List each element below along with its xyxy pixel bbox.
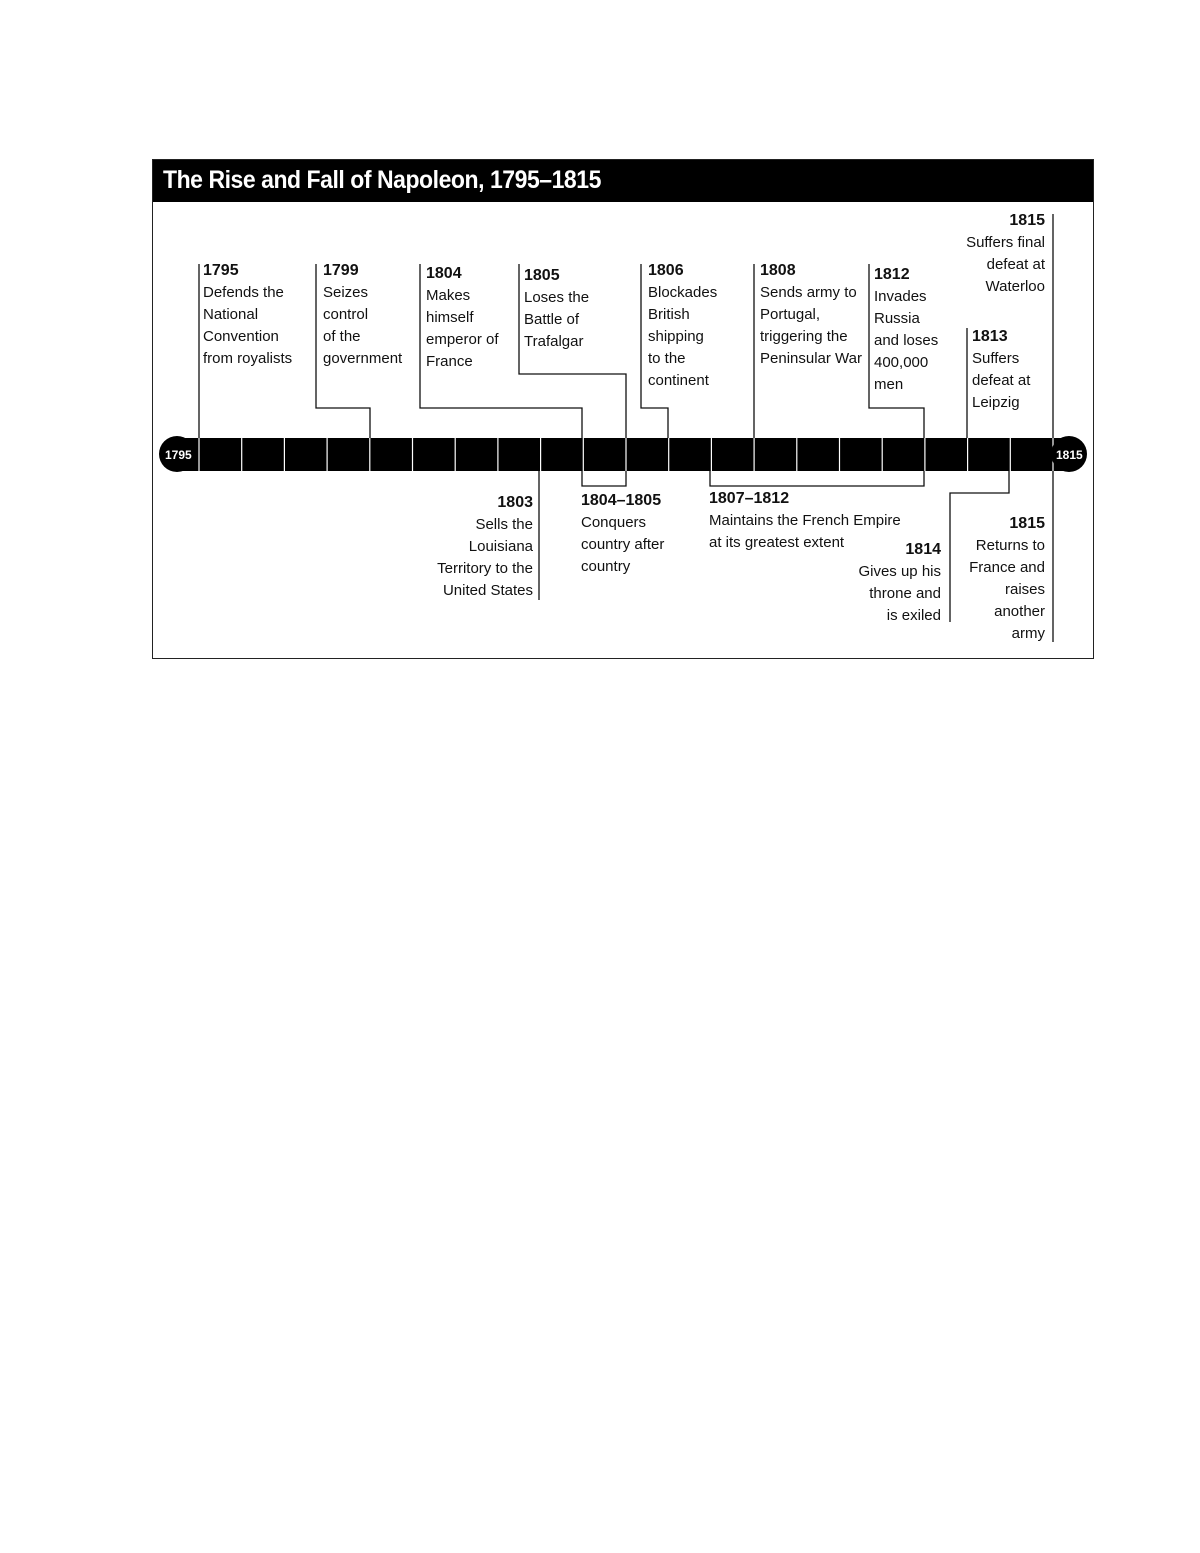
event-year: 1815 (1009, 212, 1045, 229)
event-1804 (426, 263, 499, 373)
event-1815-return (969, 513, 1045, 645)
event-text: Defends the National Convention from royalists (203, 284, 293, 367)
event-1813 (972, 326, 1030, 414)
event-text: Maintains the French Empire at its greatest extent (709, 512, 901, 551)
timeline-graphic (153, 160, 1095, 660)
event-1799 (323, 260, 402, 370)
event-1805 (524, 265, 589, 353)
event-year: 1815 (1009, 515, 1045, 532)
event-1815-waterloo (966, 210, 1045, 298)
event-year: 1808 (760, 262, 796, 279)
event-text: Blockades British shipping to the continent (648, 284, 718, 389)
event-1806 (648, 260, 717, 392)
event-year: 1803 (497, 494, 533, 511)
figure-title: The Rise and Fall of Napoleon, 1795–1815 (163, 166, 601, 194)
end-year-label: 1815 (1056, 448, 1083, 462)
event-year: 1807–1812 (709, 490, 790, 507)
start-year-label: 1795 (165, 448, 192, 462)
event-year: 1813 (972, 328, 1008, 345)
event-year: 1804–1805 (581, 492, 662, 509)
event-text: Conquers country after country (581, 514, 665, 575)
event-text: Suffers final defeat at Waterloo (966, 234, 1045, 295)
event-text: Suffers defeat at Leipzig (972, 350, 1031, 411)
event-year: 1812 (874, 266, 910, 283)
event-1814 (858, 539, 941, 627)
event-text: Invades Russia and loses 400,000 men (874, 288, 939, 393)
timeline-bar (175, 438, 1073, 471)
event-text: Loses the Battle of Trafalgar (524, 289, 590, 350)
year-ticks (199, 438, 1053, 471)
event-1812 (874, 264, 938, 396)
event-year: 1795 (203, 262, 239, 279)
event-text: Sends army to Portugal, triggering the Peninsular War (760, 284, 862, 367)
event-text: Makes himself emperor of France (426, 287, 499, 370)
event-year: 1805 (524, 267, 560, 284)
event-year: 1804 (426, 265, 462, 282)
event-1795 (203, 260, 292, 370)
event-text: Gives up his throne and is exiled (858, 563, 941, 624)
event-1804-1805 (581, 490, 664, 578)
event-text: Sells the Louisiana Territory to the United States (437, 516, 533, 599)
event-text: Seizes control of the government (323, 284, 403, 367)
event-1808 (760, 260, 862, 370)
event-year: 1814 (905, 541, 941, 558)
event-1803 (437, 492, 533, 602)
timeline-figure (152, 159, 1094, 659)
event-text: Returns to France and raises another army (969, 537, 1045, 642)
event-year: 1799 (323, 262, 359, 279)
event-year: 1806 (648, 262, 684, 279)
